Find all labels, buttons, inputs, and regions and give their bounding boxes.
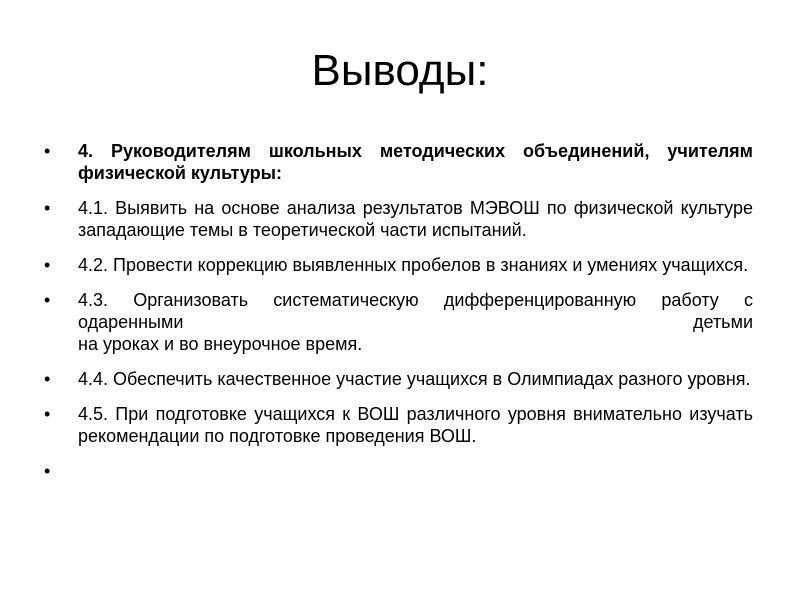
- bullet-icon: •: [44, 404, 51, 424]
- bullet-icon: •: [44, 255, 51, 275]
- list-item-text: 4.5. При подготовке учащихся к ВОШ различного уровня внимательно изучать рекомендации по подготовке проведения ВОШ.: [78, 404, 753, 446]
- list-item-text: 4.2. Провести коррекцию выявленных пробелов в знаниях и умениях учащихся.: [78, 255, 749, 275]
- list-item: [40, 368, 753, 390]
- list-item: [40, 197, 753, 241]
- list-item-text: 4. Руководителям школьных методических объединений, учителям физической культуры:: [78, 141, 753, 183]
- bullet-icon: •: [44, 198, 51, 218]
- list-item-line: 4.3. Организовать систематическую дифференцированную работу с: [78, 290, 753, 310]
- list-item-line: одаренными детьми: [78, 312, 753, 332]
- list-item: [40, 289, 753, 355]
- list-item: [40, 140, 753, 184]
- bullet-icon: •: [44, 141, 51, 161]
- list-item-text: 4.1. Выявить на основе анализа результатов МЭВОШ по физической культуре западающие темы в теоретической части испытаний.: [78, 198, 753, 240]
- list-item: [40, 403, 753, 447]
- bullet-icon: •: [44, 369, 51, 389]
- bullet-icon: •: [44, 461, 51, 481]
- slide-title: Выводы:: [311, 46, 489, 95]
- list-item-text: [78, 289, 753, 355]
- bullet-list: [40, 140, 753, 481]
- list-item-text: 4.4. Обеспечить качественное участие учащихся в Олимпиадах разного уровня.: [78, 369, 751, 389]
- list-item: [40, 254, 753, 276]
- bullet-icon: •: [44, 290, 51, 310]
- list-item-line: на уроках и во внеурочное время.: [78, 334, 363, 354]
